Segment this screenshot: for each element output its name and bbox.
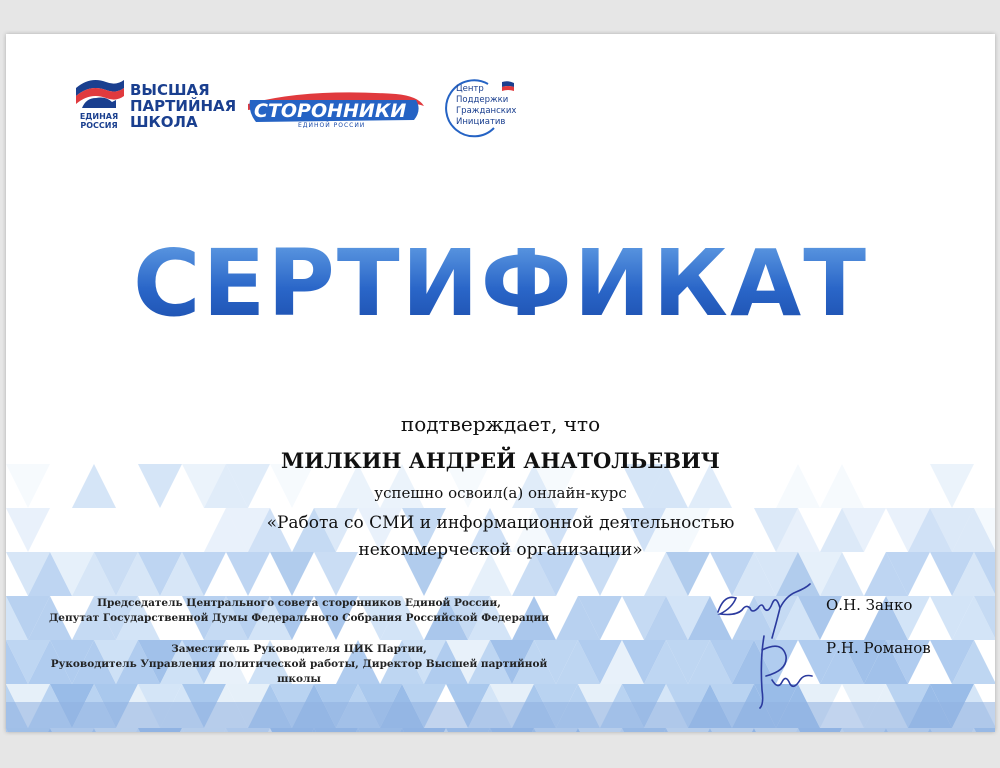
signature-2-image: [742, 630, 818, 710]
completed-text: успешно освоил(а) онлайн-курс: [374, 484, 627, 502]
supporters-logo: [246, 86, 426, 136]
party-name-caption: ЕДИНАЯ РОССИЯ: [79, 112, 119, 130]
confirms-text: подтверждает, что: [400, 412, 601, 436]
signer-2-title: Заместитель Руководителя ЦИК Партии, Руководитель Управления политической работы, Директор Высшей партийной школы: [50, 643, 548, 685]
civic-center-name: Центр Поддержки Гражданских Инициатив: [456, 84, 517, 127]
supporters-name: СТОРОННИКИ: [254, 100, 407, 122]
recipient-name: МИЛКИН АНДРЕЙ АНАТОЛЬЕВИЧ: [281, 448, 720, 473]
civic-center-logo: [442, 78, 542, 140]
party-school-logo: [72, 74, 237, 136]
signer-1-title: Председатель Центрального совета сторонников Единой России, Депутат Государственной Думы Федерального Собрания Российской Федерации: [48, 597, 550, 624]
signer-1-name: О.Н. Занко: [826, 596, 913, 614]
certificate-title: СЕРТИФИКАТ: [6, 230, 995, 337]
signer-2-name: Р.Н. Романов: [826, 639, 931, 657]
bear-flag-icon: [72, 74, 126, 114]
background-bottom-band: [6, 702, 995, 732]
party-school-name: ВЫСШАЯ ПАРТИЙНАЯ ШКОЛА: [130, 81, 237, 131]
course-name: «Работа со СМИ и информационной деятельностью некоммерческой организации»: [266, 513, 735, 560]
supporters-subtitle: ЕДИНОЙ РОССИИ: [298, 122, 366, 129]
certificate-sheet: [6, 34, 995, 732]
